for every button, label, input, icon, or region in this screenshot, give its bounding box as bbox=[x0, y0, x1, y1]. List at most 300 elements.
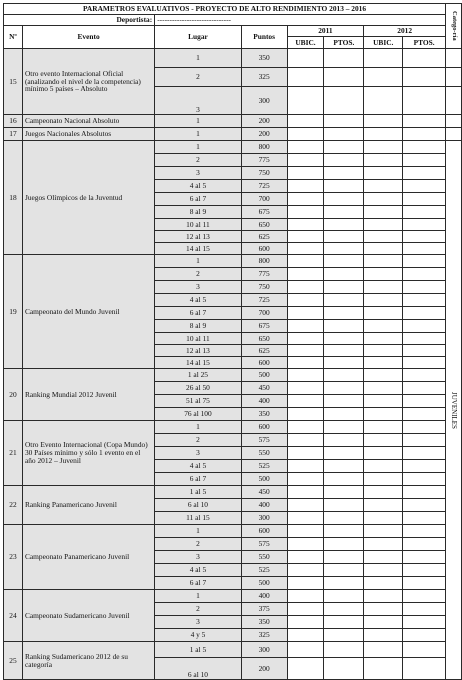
ubic-2011-cell bbox=[287, 564, 324, 577]
puntos-cell: 725 bbox=[241, 180, 287, 193]
ubic-2011-cell bbox=[287, 141, 324, 154]
ptos-2012-cell bbox=[403, 434, 446, 447]
ubic-2012-cell bbox=[364, 49, 403, 68]
puntos-cell: 450 bbox=[241, 382, 287, 395]
ubic-2011-cell bbox=[287, 616, 324, 629]
ptos-2012-cell bbox=[403, 128, 446, 141]
puntos-cell: 325 bbox=[241, 629, 287, 642]
lugar-cell: 11 al 15 bbox=[155, 512, 242, 525]
ptos-2012-cell bbox=[403, 255, 446, 268]
ubic-2012-cell bbox=[364, 243, 403, 255]
ptos-2011-cell bbox=[324, 128, 364, 141]
ptos-2012-cell bbox=[403, 87, 446, 115]
ubic-2012-cell bbox=[364, 473, 403, 486]
ubic-2012-cell bbox=[364, 128, 403, 141]
lugar-cell: 1 al 25 bbox=[155, 369, 242, 382]
ubic-2012-cell bbox=[364, 629, 403, 642]
ptos-2011-cell bbox=[324, 642, 364, 658]
ubic-2012-cell bbox=[364, 115, 403, 128]
table-row bbox=[4, 255, 462, 268]
lugar-cell: 1 bbox=[155, 141, 242, 154]
ptos-2012-cell bbox=[403, 206, 446, 219]
lugar-cell: 1 bbox=[155, 590, 242, 603]
ptos-2011-cell bbox=[324, 658, 364, 680]
category-cell bbox=[446, 115, 462, 128]
ubic-2011-cell bbox=[287, 128, 324, 141]
ptos-2012-cell bbox=[403, 219, 446, 231]
ptos-2012-cell bbox=[403, 473, 446, 486]
event-name: Juegos Olímpicos de la Juventud bbox=[22, 141, 154, 255]
ubic-2012-cell bbox=[364, 616, 403, 629]
puntos-cell: 650 bbox=[241, 333, 287, 345]
ubic-2012-cell bbox=[364, 87, 403, 115]
puntos-cell: 750 bbox=[241, 281, 287, 294]
row-number: 19 bbox=[4, 255, 23, 369]
ubic-2012-cell bbox=[364, 333, 403, 345]
row-number: 22 bbox=[4, 486, 23, 525]
ptos-2011-cell bbox=[324, 616, 364, 629]
puntos-cell: 600 bbox=[241, 421, 287, 434]
lugar-cell: 4 y 5 bbox=[155, 629, 242, 642]
header-ptos-2012: PTOS. bbox=[403, 37, 446, 49]
ubic-2012-cell bbox=[364, 512, 403, 525]
table-row bbox=[4, 49, 462, 68]
header-puntos: Puntos bbox=[241, 26, 287, 49]
ptos-2012-cell bbox=[403, 231, 446, 243]
ubic-2012-cell bbox=[364, 499, 403, 512]
puntos-cell: 675 bbox=[241, 206, 287, 219]
row-number: 25 bbox=[4, 642, 23, 680]
lugar-cell: 2 bbox=[155, 538, 242, 551]
ubic-2011-cell bbox=[287, 68, 324, 87]
ptos-2011-cell bbox=[324, 154, 364, 167]
lugar-cell: 6 al 7 bbox=[155, 307, 242, 320]
ptos-2012-cell bbox=[403, 486, 446, 499]
ptos-2011-cell bbox=[324, 421, 364, 434]
ubic-2011-cell bbox=[287, 658, 324, 680]
document-title: PARAMETROS EVALUATIVOS - PROYECTO DE ALTO RENDIMIENTO 2013 – 2016 bbox=[4, 4, 446, 15]
category-cell bbox=[446, 141, 462, 680]
puntos-cell: 300 bbox=[241, 642, 287, 658]
ptos-2011-cell bbox=[324, 629, 364, 642]
ubic-2011-cell bbox=[287, 357, 324, 369]
ubic-2011-cell bbox=[287, 629, 324, 642]
header-ubic-2011: UBIC. bbox=[287, 37, 324, 49]
ubic-2012-cell bbox=[364, 460, 403, 473]
header-ptos-2011: PTOS. bbox=[324, 37, 364, 49]
puntos-cell: 350 bbox=[241, 616, 287, 629]
header-year-2011: 2011 bbox=[287, 26, 364, 37]
lugar-cell: 4 al 5 bbox=[155, 564, 242, 577]
puntos-cell: 400 bbox=[241, 395, 287, 408]
ubic-2011-cell bbox=[287, 219, 324, 231]
lugar-cell: 3 bbox=[155, 87, 242, 115]
lugar-cell: 2 bbox=[155, 154, 242, 167]
ubic-2012-cell bbox=[364, 525, 403, 538]
ubic-2012-cell bbox=[364, 154, 403, 167]
row-number: 15 bbox=[4, 49, 23, 115]
ubic-2011-cell bbox=[287, 167, 324, 180]
ubic-2011-cell bbox=[287, 154, 324, 167]
puntos-cell: 700 bbox=[241, 307, 287, 320]
lugar-cell: 14 al 15 bbox=[155, 357, 242, 369]
lugar-cell: 2 bbox=[155, 68, 242, 87]
event-name: Ranking Panamericano Juvenil bbox=[22, 486, 154, 525]
ptos-2012-cell bbox=[403, 538, 446, 551]
row-number: 17 bbox=[4, 128, 23, 141]
lugar-cell: 8 al 9 bbox=[155, 206, 242, 219]
puntos-cell: 650 bbox=[241, 219, 287, 231]
ptos-2012-cell bbox=[403, 551, 446, 564]
ptos-2011-cell bbox=[324, 167, 364, 180]
ptos-2011-cell bbox=[324, 231, 364, 243]
ptos-2012-cell bbox=[403, 590, 446, 603]
puntos-cell: 500 bbox=[241, 369, 287, 382]
event-name: Otro Evento Internacional (Copa Mundo) 30 Países mínimo y sólo 1 evento en el año 2012 – Juvenil bbox=[22, 421, 154, 486]
ubic-2012-cell bbox=[364, 141, 403, 154]
ubic-2012-cell bbox=[364, 345, 403, 357]
ptos-2011-cell bbox=[324, 193, 364, 206]
ubic-2011-cell bbox=[287, 421, 324, 434]
ptos-2012-cell bbox=[403, 68, 446, 87]
ubic-2011-cell bbox=[287, 499, 324, 512]
ubic-2012-cell bbox=[364, 590, 403, 603]
ptos-2012-cell bbox=[403, 577, 446, 590]
puntos-cell: 200 bbox=[241, 115, 287, 128]
ubic-2011-cell bbox=[287, 243, 324, 255]
lugar-cell: 3 bbox=[155, 167, 242, 180]
puntos-cell: 800 bbox=[241, 141, 287, 154]
ptos-2012-cell bbox=[403, 642, 446, 658]
ptos-2011-cell bbox=[324, 345, 364, 357]
row-number: 16 bbox=[4, 115, 23, 128]
ptos-2012-cell bbox=[403, 268, 446, 281]
puntos-cell: 800 bbox=[241, 255, 287, 268]
ubic-2011-cell bbox=[287, 281, 324, 294]
ubic-2012-cell bbox=[364, 219, 403, 231]
ubic-2011-cell bbox=[287, 473, 324, 486]
event-name: Campeonato Nacional Absoluto bbox=[22, 115, 154, 128]
puntos-cell: 400 bbox=[241, 590, 287, 603]
event-name: Campeonato del Mundo Juvenil bbox=[22, 255, 154, 369]
puntos-cell: 600 bbox=[241, 525, 287, 538]
lugar-cell: 3 bbox=[155, 616, 242, 629]
ubic-2011-cell bbox=[287, 87, 324, 115]
puntos-cell: 750 bbox=[241, 167, 287, 180]
ubic-2011-cell bbox=[287, 231, 324, 243]
lugar-cell: 1 bbox=[155, 255, 242, 268]
lugar-cell: 1 bbox=[155, 115, 242, 128]
ptos-2011-cell bbox=[324, 219, 364, 231]
ptos-2012-cell bbox=[403, 421, 446, 434]
lugar-cell: 10 al 11 bbox=[155, 219, 242, 231]
ptos-2011-cell bbox=[324, 486, 364, 499]
lugar-cell: 8 al 9 bbox=[155, 320, 242, 333]
category-cell bbox=[446, 49, 462, 68]
event-name: Otro evento Internacional Oficial (analizando el nivel de la competencia) mínimo 5 países – Absoluto bbox=[22, 49, 154, 115]
ptos-2011-cell bbox=[324, 603, 364, 616]
ubic-2011-cell bbox=[287, 369, 324, 382]
ptos-2012-cell bbox=[403, 141, 446, 154]
event-name: Ranking Sudamericano 2012 de su categoría bbox=[22, 642, 154, 680]
lugar-cell: 6 al 7 bbox=[155, 473, 242, 486]
puntos-cell: 625 bbox=[241, 345, 287, 357]
ptos-2012-cell bbox=[403, 658, 446, 680]
ubic-2011-cell bbox=[287, 49, 324, 68]
ptos-2012-cell bbox=[403, 525, 446, 538]
event-name: Campeonato Sudamericano Juvenil bbox=[22, 590, 154, 642]
puntos-cell: 550 bbox=[241, 447, 287, 460]
ptos-2011-cell bbox=[324, 408, 364, 421]
ubic-2012-cell bbox=[364, 395, 403, 408]
category-cell bbox=[446, 68, 462, 87]
ptos-2011-cell bbox=[324, 180, 364, 193]
ptos-2011-cell bbox=[324, 243, 364, 255]
lugar-cell: 2 bbox=[155, 603, 242, 616]
ptos-2012-cell bbox=[403, 281, 446, 294]
event-name: Campeonato Panamericano Juvenil bbox=[22, 525, 154, 590]
lugar-cell: 2 bbox=[155, 434, 242, 447]
lugar-cell: 6 al 7 bbox=[155, 193, 242, 206]
ubic-2011-cell bbox=[287, 525, 324, 538]
ptos-2012-cell bbox=[403, 499, 446, 512]
ptos-2011-cell bbox=[324, 320, 364, 333]
ptos-2012-cell bbox=[403, 382, 446, 395]
ptos-2012-cell bbox=[403, 294, 446, 307]
lugar-cell: 76 al 100 bbox=[155, 408, 242, 421]
event-name: Juegos Nacionales Absolutos bbox=[22, 128, 154, 141]
ptos-2011-cell bbox=[324, 49, 364, 68]
lugar-cell: 1 bbox=[155, 525, 242, 538]
ptos-2011-cell bbox=[324, 590, 364, 603]
table-row bbox=[4, 115, 462, 128]
ptos-2011-cell bbox=[324, 255, 364, 268]
ubic-2012-cell bbox=[364, 307, 403, 320]
lugar-cell: 2 bbox=[155, 268, 242, 281]
lugar-cell: 6 al 7 bbox=[155, 577, 242, 590]
category-header: Catego-ría bbox=[450, 11, 458, 41]
ubic-2011-cell bbox=[287, 434, 324, 447]
ubic-2012-cell bbox=[364, 357, 403, 369]
ptos-2012-cell bbox=[403, 115, 446, 128]
puntos-cell: 525 bbox=[241, 564, 287, 577]
ptos-2011-cell bbox=[324, 395, 364, 408]
table-row bbox=[4, 590, 462, 603]
table-row bbox=[4, 525, 462, 538]
table-row bbox=[4, 128, 462, 141]
ubic-2011-cell bbox=[287, 538, 324, 551]
ptos-2011-cell bbox=[324, 382, 364, 395]
ubic-2011-cell bbox=[287, 395, 324, 408]
ubic-2011-cell bbox=[287, 447, 324, 460]
puntos-cell: 500 bbox=[241, 577, 287, 590]
ubic-2011-cell bbox=[287, 333, 324, 345]
table-row bbox=[4, 486, 462, 499]
ubic-2012-cell bbox=[364, 421, 403, 434]
ubic-2011-cell bbox=[287, 255, 324, 268]
ubic-2011-cell bbox=[287, 268, 324, 281]
puntos-cell: 350 bbox=[241, 49, 287, 68]
table-row bbox=[4, 141, 462, 154]
row-number: 24 bbox=[4, 590, 23, 642]
ubic-2012-cell bbox=[364, 268, 403, 281]
puntos-cell: 775 bbox=[241, 154, 287, 167]
lugar-cell: 4 al 5 bbox=[155, 460, 242, 473]
ubic-2011-cell bbox=[287, 180, 324, 193]
ptos-2011-cell bbox=[324, 577, 364, 590]
ubic-2011-cell bbox=[287, 382, 324, 395]
lugar-cell: 3 bbox=[155, 281, 242, 294]
puntos-cell: 525 bbox=[241, 460, 287, 473]
lugar-cell: 6 al 10 bbox=[155, 499, 242, 512]
ptos-2012-cell bbox=[403, 357, 446, 369]
ubic-2012-cell bbox=[364, 294, 403, 307]
puntos-cell: 625 bbox=[241, 231, 287, 243]
ptos-2011-cell bbox=[324, 369, 364, 382]
ubic-2011-cell bbox=[287, 408, 324, 421]
ptos-2011-cell bbox=[324, 538, 364, 551]
ptos-2011-cell bbox=[324, 268, 364, 281]
ubic-2011-cell bbox=[287, 590, 324, 603]
ubic-2012-cell bbox=[364, 231, 403, 243]
row-number: 20 bbox=[4, 369, 23, 421]
ptos-2012-cell bbox=[403, 512, 446, 525]
ptos-2012-cell bbox=[403, 243, 446, 255]
ptos-2012-cell bbox=[403, 447, 446, 460]
puntos-cell: 300 bbox=[241, 512, 287, 525]
ptos-2012-cell bbox=[403, 333, 446, 345]
lugar-cell: 1 bbox=[155, 421, 242, 434]
ptos-2011-cell bbox=[324, 333, 364, 345]
category-cell bbox=[446, 128, 462, 141]
ubic-2012-cell bbox=[364, 68, 403, 87]
event-name: Ranking Mundial 2012 Juvenil bbox=[22, 369, 154, 421]
category-header-cell bbox=[446, 4, 462, 49]
ubic-2011-cell bbox=[287, 642, 324, 658]
puntos-cell: 700 bbox=[241, 193, 287, 206]
header-lugar: Lugar bbox=[155, 26, 242, 49]
ubic-2012-cell bbox=[364, 180, 403, 193]
ptos-2012-cell bbox=[403, 460, 446, 473]
puntos-cell: 600 bbox=[241, 243, 287, 255]
ptos-2011-cell bbox=[324, 525, 364, 538]
puntos-cell: 500 bbox=[241, 473, 287, 486]
ubic-2012-cell bbox=[364, 658, 403, 680]
ptos-2011-cell bbox=[324, 281, 364, 294]
puntos-cell: 200 bbox=[241, 658, 287, 680]
deportista-label: Deportista: bbox=[4, 15, 155, 26]
puntos-cell: 375 bbox=[241, 603, 287, 616]
header-ubic-2012: UBIC. bbox=[364, 37, 403, 49]
ptos-2012-cell bbox=[403, 408, 446, 421]
table-row bbox=[4, 369, 462, 382]
lugar-cell: 12 al 13 bbox=[155, 231, 242, 243]
ubic-2012-cell bbox=[364, 369, 403, 382]
header-year-2012: 2012 bbox=[364, 26, 446, 37]
ptos-2011-cell bbox=[324, 141, 364, 154]
row-number: 18 bbox=[4, 141, 23, 255]
ptos-2012-cell bbox=[403, 154, 446, 167]
lugar-cell: 4 al 5 bbox=[155, 180, 242, 193]
ptos-2011-cell bbox=[324, 447, 364, 460]
row-number: 21 bbox=[4, 421, 23, 486]
ptos-2011-cell bbox=[324, 206, 364, 219]
ubic-2012-cell bbox=[364, 434, 403, 447]
header-evento: Evento bbox=[22, 26, 154, 49]
ubic-2011-cell bbox=[287, 577, 324, 590]
puntos-cell: 575 bbox=[241, 434, 287, 447]
ubic-2012-cell bbox=[364, 167, 403, 180]
ubic-2011-cell bbox=[287, 193, 324, 206]
puntos-cell: 325 bbox=[241, 68, 287, 87]
ptos-2012-cell bbox=[403, 564, 446, 577]
ubic-2011-cell bbox=[287, 486, 324, 499]
ptos-2012-cell bbox=[403, 603, 446, 616]
category-label: JUVENILES bbox=[450, 391, 459, 429]
lugar-cell: 12 al 13 bbox=[155, 345, 242, 357]
ubic-2011-cell bbox=[287, 460, 324, 473]
lugar-cell: 3 bbox=[155, 551, 242, 564]
puntos-cell: 200 bbox=[241, 128, 287, 141]
ptos-2011-cell bbox=[324, 307, 364, 320]
ptos-2011-cell bbox=[324, 87, 364, 115]
ptos-2011-cell bbox=[324, 294, 364, 307]
ptos-2012-cell bbox=[403, 395, 446, 408]
ubic-2011-cell bbox=[287, 115, 324, 128]
ubic-2012-cell bbox=[364, 577, 403, 590]
puntos-cell: 575 bbox=[241, 538, 287, 551]
ptos-2012-cell bbox=[403, 629, 446, 642]
ubic-2012-cell bbox=[364, 564, 403, 577]
ptos-2011-cell bbox=[324, 551, 364, 564]
ptos-2011-cell bbox=[324, 564, 364, 577]
header-no: Nº bbox=[4, 26, 23, 49]
ubic-2012-cell bbox=[364, 551, 403, 564]
ubic-2012-cell bbox=[364, 486, 403, 499]
puntos-cell: 550 bbox=[241, 551, 287, 564]
parameters-table bbox=[3, 3, 462, 680]
ubic-2012-cell bbox=[364, 382, 403, 395]
lugar-cell: 4 al 5 bbox=[155, 294, 242, 307]
puntos-cell: 725 bbox=[241, 294, 287, 307]
ubic-2011-cell bbox=[287, 551, 324, 564]
ubic-2011-cell bbox=[287, 345, 324, 357]
ptos-2011-cell bbox=[324, 357, 364, 369]
row-number: 23 bbox=[4, 525, 23, 590]
puntos-cell: 400 bbox=[241, 499, 287, 512]
category-cell bbox=[446, 87, 462, 115]
ubic-2012-cell bbox=[364, 193, 403, 206]
ubic-2012-cell bbox=[364, 255, 403, 268]
puntos-cell: 300 bbox=[241, 87, 287, 115]
ptos-2012-cell bbox=[403, 345, 446, 357]
ptos-2011-cell bbox=[324, 512, 364, 525]
ubic-2011-cell bbox=[287, 512, 324, 525]
ptos-2011-cell bbox=[324, 68, 364, 87]
ptos-2012-cell bbox=[403, 616, 446, 629]
ubic-2012-cell bbox=[364, 206, 403, 219]
ptos-2012-cell bbox=[403, 369, 446, 382]
ubic-2011-cell bbox=[287, 307, 324, 320]
lugar-cell: 3 bbox=[155, 447, 242, 460]
ptos-2012-cell bbox=[403, 49, 446, 68]
lugar-cell: 1 bbox=[155, 128, 242, 141]
ubic-2012-cell bbox=[364, 408, 403, 421]
ptos-2011-cell bbox=[324, 434, 364, 447]
puntos-cell: 675 bbox=[241, 320, 287, 333]
ubic-2012-cell bbox=[364, 603, 403, 616]
puntos-cell: 350 bbox=[241, 408, 287, 421]
